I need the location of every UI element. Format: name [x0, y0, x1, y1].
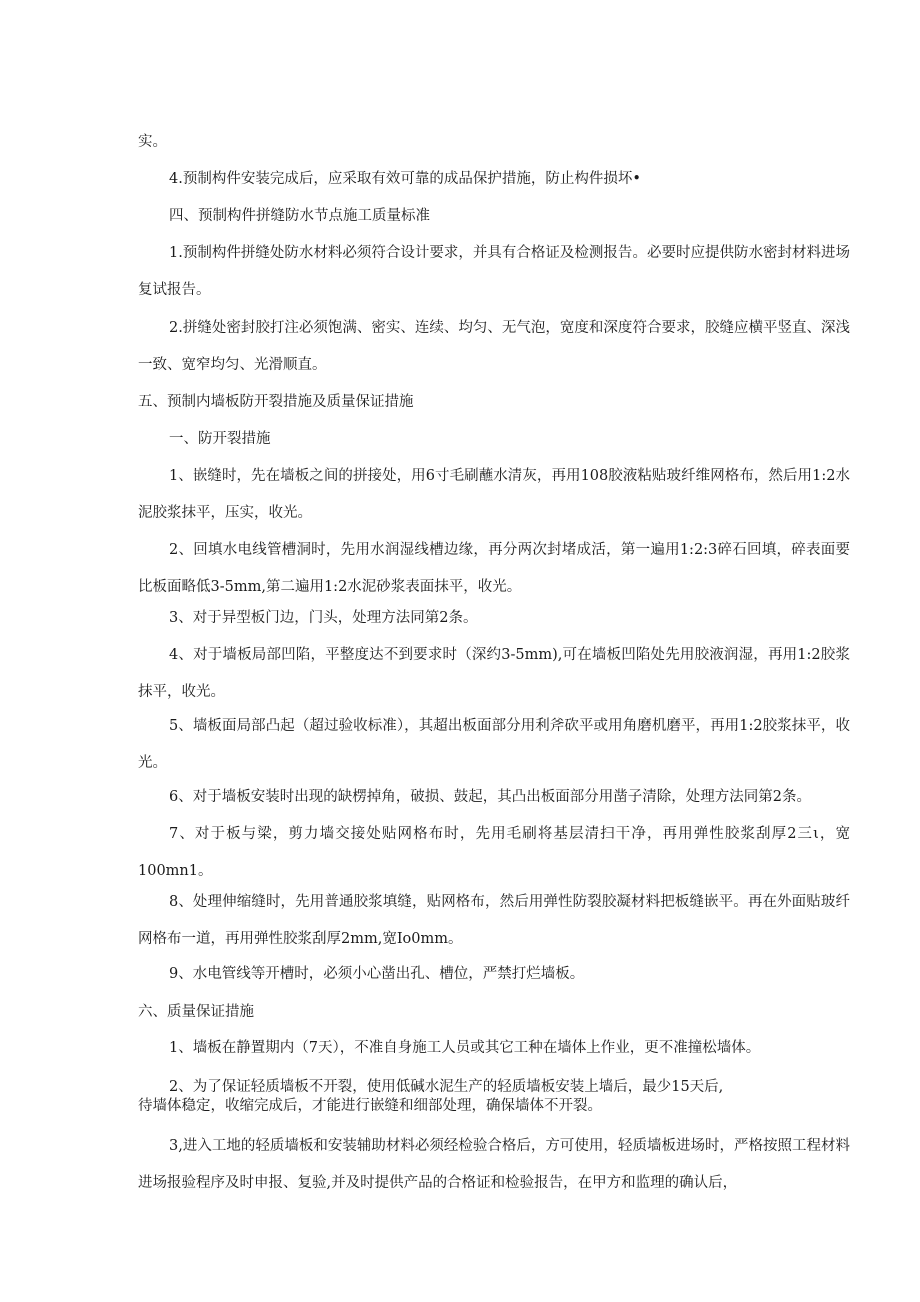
paragraph-anticrack-1: 1、嵌缝时，先在墙板之间的拼接处，用6寸毛刷蘸水清灰，再用108胶液粘贴玻纤维网格布，然后用1:2水泥胶浆抹平，压实，收光。 — [138, 468, 850, 521]
paragraph-anticrack-7: 7、对于板与梁，剪力墙交接处贴网格布时，先用毛刷将基层清扫干净，再用弹性胶浆刮厚2三ι，宽100mn1。 — [138, 826, 850, 879]
paragraph-anticrack-6: 6、对于墙板安装时出现的缺楞掉角，破损、鼓起，其凸出板面部分用凿子清除，处理方法同第2条。 — [169, 789, 811, 805]
paragraph-continuation: 实。 — [138, 134, 167, 150]
paragraph-anticrack-2: 2、回填水电线管槽洞时，先用水润湿线槽边缘，再分两次封堵成活，第一遍用1:2:3碎石回填，碎表面要比板面略低3-5mm,第二遍用1:2水泥砂浆表面抹平，收光。 — [138, 542, 850, 595]
paragraph-quality-2-line1: 2、为了保证轻质墙板不开裂，使用低碱水泥生产的轻质墙板安装上墙后，最少15天后, — [169, 1079, 724, 1095]
paragraph-anticrack-9: 9、水电管线等开槽时，必须小心凿出孔、槽位，严禁打烂墙板。 — [169, 966, 585, 982]
paragraph-waterproof-2: 2.拼缝处密封胶打注必须饱满、密实、连续、均匀、无气泡，宽度和深度符合要求，胶缝应横平竖直、深浅一致、宽窄均匀、光滑顺直。 — [138, 320, 850, 373]
paragraph-anticrack-4: 4、对于墙板局部凹陷，平整度达不到要求时（深约3-5mm),可在墙板凹陷处先用胶液润湿，再用1:2胶浆抹平，收光。 — [138, 647, 850, 700]
paragraph-waterproof-1: 1.预制构件拼缝处防水材料必须符合设计要求，并具有合格证及检测报告。必要时应提供防水密封材料进场复试报告。 — [138, 245, 850, 298]
paragraph-anticrack-5: 5、墙板面局部凸起（超过验收标准），其超出板面部分用利斧砍平或用角磨机磨平，再用1:2胶浆抹平，收光。 — [138, 718, 850, 771]
section-heading-6: 六、质量保证措施 — [138, 1004, 254, 1020]
paragraph-quality-1: 1、墙板在静置期内（7天），不准自身施工人员或其它工种在墙体上作业，更不准撞松墙体。 — [169, 1040, 761, 1056]
section-heading-4: 四、预制构件拼缝防水节点施工质量标准 — [169, 208, 430, 224]
paragraph-quality-2-line2: 待墙体稳定，收缩完成后，才能进行嵌缝和细部处理，确保墙体不开裂。 — [138, 1098, 602, 1114]
paragraph-anticrack-8: 8、处理伸缩缝时，先用普通胶浆填缝，贴网格布，然后用弹性防裂胶凝材料把板缝嵌平。再在外面贴玻纤网格布一道，再用弹性胶浆刮厚2mm,宽Io0mm。 — [138, 894, 850, 947]
paragraph-item-4: 4.预制构件安装完成后，应采取有效可靠的成品保护措施，防止构件损坏• — [169, 171, 641, 187]
subheading-anticrack: 一、防开裂措施 — [169, 431, 271, 447]
paragraph-quality-3: 3,进入工地的轻质墙板和安装辅助材料必须经检验合格后，方可使用，轻质墙板进场时，严格按照工程材料进场报验程序及时申报、复验,并及时提供产品的合格证和检验报告，在甲方和监理的确认后， — [138, 1138, 850, 1191]
section-heading-5: 五、预制内墙板防开裂措施及质量保证措施 — [138, 394, 414, 410]
paragraph-anticrack-3: 3、对于异型板门边，门头，处理方法同第2条。 — [169, 610, 478, 626]
